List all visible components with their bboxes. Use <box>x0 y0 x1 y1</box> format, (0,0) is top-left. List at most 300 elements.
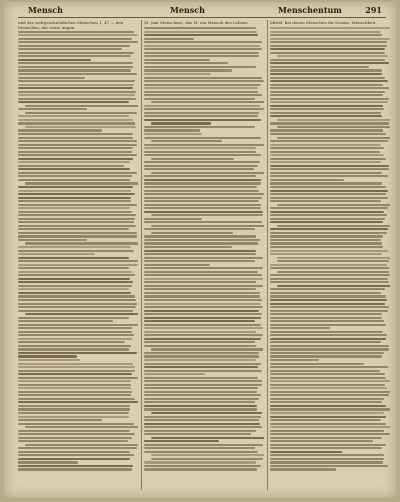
text-line <box>144 384 262 386</box>
text-line <box>144 91 258 93</box>
text-line <box>18 73 137 75</box>
text-line <box>18 87 133 89</box>
text-line <box>270 440 373 442</box>
text-line <box>25 126 136 128</box>
text-line <box>270 267 389 269</box>
text-line <box>270 48 385 50</box>
text-line <box>270 94 383 96</box>
text-line <box>25 105 138 107</box>
header-right-word: Menschentum <box>278 5 342 15</box>
text-line <box>144 175 256 177</box>
text-line <box>270 221 383 223</box>
text-line <box>270 447 382 449</box>
text-line <box>270 253 382 255</box>
text-line <box>270 84 383 86</box>
text-line <box>270 200 381 202</box>
text-line <box>270 218 385 220</box>
text-line <box>144 98 255 100</box>
text-line <box>18 454 134 456</box>
text-line <box>270 281 389 283</box>
text-line <box>18 94 135 96</box>
text-line <box>18 380 131 382</box>
text-line <box>270 327 330 329</box>
text-line <box>25 426 138 428</box>
text-line <box>18 288 129 290</box>
text-line <box>270 401 382 403</box>
text-line <box>277 225 390 227</box>
text-line <box>270 66 369 68</box>
text-line <box>144 401 255 403</box>
text-line <box>18 458 130 460</box>
text-line <box>144 129 200 131</box>
text-column-3 <box>270 20 390 490</box>
text-line <box>270 303 385 305</box>
text-line <box>270 129 383 131</box>
text-line <box>18 267 129 269</box>
text-line <box>277 285 390 287</box>
text-line <box>270 306 389 308</box>
text-line <box>270 288 385 290</box>
header-rule <box>18 17 386 18</box>
text-line <box>144 345 256 347</box>
text-line <box>270 359 319 361</box>
text-line <box>18 377 138 379</box>
text-line <box>270 80 388 82</box>
text-line <box>18 186 133 188</box>
text-line <box>270 458 384 460</box>
text-line <box>144 77 262 79</box>
text-line <box>270 384 385 386</box>
header-left-word: Mensch <box>28 5 63 15</box>
text-line <box>144 398 259 400</box>
text-line <box>18 207 130 209</box>
text-line <box>144 84 261 86</box>
text-line <box>151 348 263 350</box>
text-line <box>144 119 261 121</box>
text-line <box>144 324 261 326</box>
text-line <box>25 182 138 184</box>
text-line <box>144 41 262 43</box>
column-1-text: und des weltgeschichtlichen Menschen 1, 47 — den Menschen, der seine Augen <box>18 20 138 31</box>
text-line <box>144 334 263 336</box>
text-line <box>270 352 384 354</box>
text-line <box>270 112 381 114</box>
text-line <box>144 73 211 75</box>
text-line <box>270 324 386 326</box>
text-line <box>270 73 382 75</box>
text-line <box>270 468 336 470</box>
text-line <box>144 299 262 301</box>
text-line <box>144 218 202 220</box>
text-line <box>25 313 138 315</box>
text-line <box>144 204 261 206</box>
text-line <box>270 122 389 124</box>
text-line <box>270 182 382 184</box>
text-line <box>270 348 389 350</box>
text-line <box>18 423 134 425</box>
text-line <box>270 437 382 439</box>
text-line <box>18 317 129 319</box>
text-line <box>270 310 388 312</box>
text-line <box>270 419 381 421</box>
text-line <box>18 133 133 135</box>
text-line <box>18 144 137 146</box>
text-line <box>18 119 133 121</box>
text-line <box>144 292 260 294</box>
text-line <box>18 461 78 463</box>
text-line <box>144 87 258 89</box>
text-line <box>144 391 257 393</box>
text-line <box>270 197 388 199</box>
text-line <box>270 250 388 252</box>
text-line <box>270 430 384 432</box>
text-line <box>270 98 389 100</box>
text-line <box>18 345 131 347</box>
text-line <box>18 204 137 206</box>
text-line <box>151 232 232 234</box>
text-line <box>18 122 135 124</box>
text-line <box>270 451 342 453</box>
text-line <box>18 306 136 308</box>
text-line <box>144 440 219 442</box>
text-line <box>144 260 255 262</box>
text-line <box>18 419 102 421</box>
text-line <box>144 235 256 237</box>
text-line <box>18 48 122 50</box>
text-line <box>270 168 389 170</box>
text-line <box>277 137 390 139</box>
text-line <box>18 218 135 220</box>
text-line <box>18 412 129 414</box>
text-line <box>144 306 263 308</box>
text-line <box>144 274 262 276</box>
text-line <box>25 242 138 244</box>
text-line <box>151 172 264 174</box>
text-line <box>18 440 128 442</box>
text-line <box>270 394 389 396</box>
text-line <box>18 193 135 195</box>
text-line <box>144 253 256 255</box>
text-line <box>18 295 135 297</box>
text-line <box>18 451 130 453</box>
text-line <box>144 62 228 64</box>
text-line <box>270 38 390 40</box>
text-line <box>18 310 133 312</box>
text-line <box>270 172 382 174</box>
text-line <box>270 144 381 146</box>
text-line <box>270 444 386 446</box>
text-line <box>18 281 133 283</box>
text-line <box>144 338 261 340</box>
text-line <box>18 334 134 336</box>
text-line <box>18 363 133 365</box>
text-line <box>18 129 102 131</box>
text-line <box>18 366 135 368</box>
text-column-2 <box>144 20 264 490</box>
text-line <box>151 140 222 142</box>
text-line <box>18 447 137 449</box>
text-line <box>144 193 264 195</box>
text-line <box>18 232 137 234</box>
text-line <box>18 292 131 294</box>
text-line <box>18 348 129 350</box>
text-line <box>144 355 259 357</box>
text-line <box>144 27 256 29</box>
text-line <box>270 274 390 276</box>
text-line <box>144 115 258 117</box>
text-line <box>144 359 256 361</box>
text-line <box>270 416 386 418</box>
text-line <box>270 461 383 463</box>
text-line <box>151 412 262 414</box>
text-line <box>151 437 264 439</box>
text-line <box>144 48 262 50</box>
text-line <box>144 179 261 181</box>
text-line <box>144 295 260 297</box>
text-line <box>270 34 382 36</box>
text-line <box>270 179 344 181</box>
text-line <box>277 204 390 206</box>
text-column-1 <box>18 20 138 490</box>
book-page <box>4 2 396 498</box>
text-line <box>18 341 125 343</box>
text-line <box>18 384 131 386</box>
text-line <box>18 211 132 213</box>
text-line <box>144 133 202 135</box>
text-line <box>144 228 255 230</box>
text-line <box>18 55 131 57</box>
text-line <box>270 398 384 400</box>
text-line <box>144 271 258 273</box>
text-line <box>151 158 233 160</box>
text-line <box>270 140 388 142</box>
text-line <box>18 34 138 36</box>
text-line <box>270 426 390 428</box>
text-line <box>18 41 138 43</box>
column-divider <box>141 20 142 490</box>
page-header <box>20 5 384 17</box>
text-line <box>270 408 390 410</box>
text-line <box>270 239 381 241</box>
text-line <box>270 108 384 110</box>
text-line <box>270 207 388 209</box>
text-line <box>144 137 261 139</box>
text-line <box>18 370 135 372</box>
text-line <box>18 62 133 64</box>
text-line <box>270 101 388 103</box>
text-line <box>270 345 389 347</box>
text-line <box>151 454 264 456</box>
text-line <box>18 45 130 47</box>
text-line <box>144 126 255 128</box>
text-line <box>18 338 132 340</box>
text-line <box>144 147 256 149</box>
text-line <box>144 373 205 375</box>
text-line <box>18 190 131 192</box>
text-line <box>144 182 261 184</box>
text-line <box>270 59 385 61</box>
text-line <box>270 133 386 135</box>
text-line <box>144 363 261 365</box>
text-line <box>277 271 389 273</box>
text-line <box>270 355 382 357</box>
text-line <box>18 66 133 68</box>
text-line <box>144 281 256 283</box>
text-line <box>18 387 131 389</box>
text-line <box>18 271 132 273</box>
text-line <box>144 278 263 280</box>
text-line <box>144 257 263 259</box>
text-line <box>144 451 258 453</box>
text-line <box>270 391 390 393</box>
text-line <box>144 94 262 96</box>
text-line <box>18 221 134 223</box>
text-line <box>144 154 261 156</box>
text-line <box>270 91 385 93</box>
text-line <box>270 338 386 340</box>
text-line <box>18 91 136 93</box>
text-line <box>277 119 390 121</box>
text-line <box>270 69 382 71</box>
text-line <box>18 69 131 71</box>
text-line <box>270 380 390 382</box>
text-line <box>270 228 388 230</box>
text-line <box>18 430 130 432</box>
text-line <box>144 59 210 61</box>
text-line <box>18 299 136 301</box>
text-line <box>270 154 384 156</box>
text-line <box>270 105 383 107</box>
text-line <box>144 405 257 407</box>
text-line <box>144 165 258 167</box>
text-lines <box>18 20 138 472</box>
text-line <box>18 137 133 139</box>
text-line <box>144 108 264 110</box>
text-line <box>144 197 262 199</box>
text-line <box>277 55 388 57</box>
text-line <box>18 200 131 202</box>
text-line <box>18 331 132 333</box>
text-line <box>18 158 133 160</box>
text-line <box>144 221 262 223</box>
text-line <box>144 38 194 40</box>
text-line <box>270 115 382 117</box>
text-line <box>270 320 384 322</box>
text-line <box>144 105 260 107</box>
text-line <box>144 151 256 153</box>
text-line <box>270 77 385 79</box>
text-line <box>144 288 256 290</box>
text-line <box>18 391 132 393</box>
text-line <box>270 246 383 248</box>
text-line <box>144 416 261 418</box>
text-line <box>270 147 384 149</box>
text-line <box>18 437 132 439</box>
text-line <box>18 165 124 167</box>
text-line <box>270 423 386 425</box>
text-line <box>270 151 380 153</box>
text-line <box>144 211 263 213</box>
text-line <box>270 377 386 379</box>
text-line <box>18 408 130 410</box>
text-line <box>18 84 134 86</box>
text-line <box>18 175 132 177</box>
text-line <box>144 168 254 170</box>
text-line <box>18 264 138 266</box>
text-line <box>18 179 130 181</box>
text-line <box>144 31 257 33</box>
text-line <box>270 405 386 407</box>
text-line <box>151 214 263 216</box>
text-line <box>277 257 390 259</box>
text-line <box>144 380 262 382</box>
text-line <box>18 98 136 100</box>
text-line <box>18 398 135 400</box>
text-lines <box>144 20 264 472</box>
text-line <box>270 193 386 195</box>
text-line <box>144 370 262 372</box>
text-line <box>270 31 381 33</box>
text-line <box>144 461 256 463</box>
text-line <box>18 285 132 287</box>
text-line <box>18 327 132 329</box>
text-line <box>18 214 136 216</box>
text-line <box>18 52 134 54</box>
text-line <box>18 278 130 280</box>
text-line <box>144 80 264 82</box>
text-line <box>270 41 387 43</box>
text-line <box>270 331 383 333</box>
text-line <box>18 80 135 82</box>
text-line <box>18 147 133 149</box>
text-line <box>144 423 260 425</box>
text-line <box>18 59 91 61</box>
text-line <box>270 299 387 301</box>
text-line <box>270 387 387 389</box>
text-line <box>144 331 256 333</box>
text-line <box>270 211 384 213</box>
text-line <box>144 387 258 389</box>
text-line <box>270 186 386 188</box>
text-line <box>18 433 135 435</box>
text-line <box>144 444 263 446</box>
text-line <box>270 292 381 294</box>
column-2-text: M. (mit Menschen), das M. ein Mensch des Lebens <box>144 20 264 26</box>
text-line <box>18 197 131 199</box>
text-line <box>144 341 255 343</box>
text-line <box>270 465 388 467</box>
text-lines <box>270 20 390 472</box>
text-line <box>144 377 258 379</box>
text-line <box>144 190 259 192</box>
text-line <box>18 115 129 117</box>
text-line <box>144 310 259 312</box>
text-line <box>144 327 263 329</box>
text-line <box>270 87 389 89</box>
text-line <box>270 313 382 315</box>
text-line <box>144 207 261 209</box>
text-line <box>270 264 387 266</box>
text-line <box>18 239 87 241</box>
text-line <box>270 161 381 163</box>
text-line <box>18 274 135 276</box>
text-line <box>18 416 129 418</box>
text-line <box>144 394 261 396</box>
text-line <box>18 468 132 470</box>
text-line <box>18 355 77 357</box>
text-line <box>144 430 256 432</box>
text-line <box>18 161 130 163</box>
